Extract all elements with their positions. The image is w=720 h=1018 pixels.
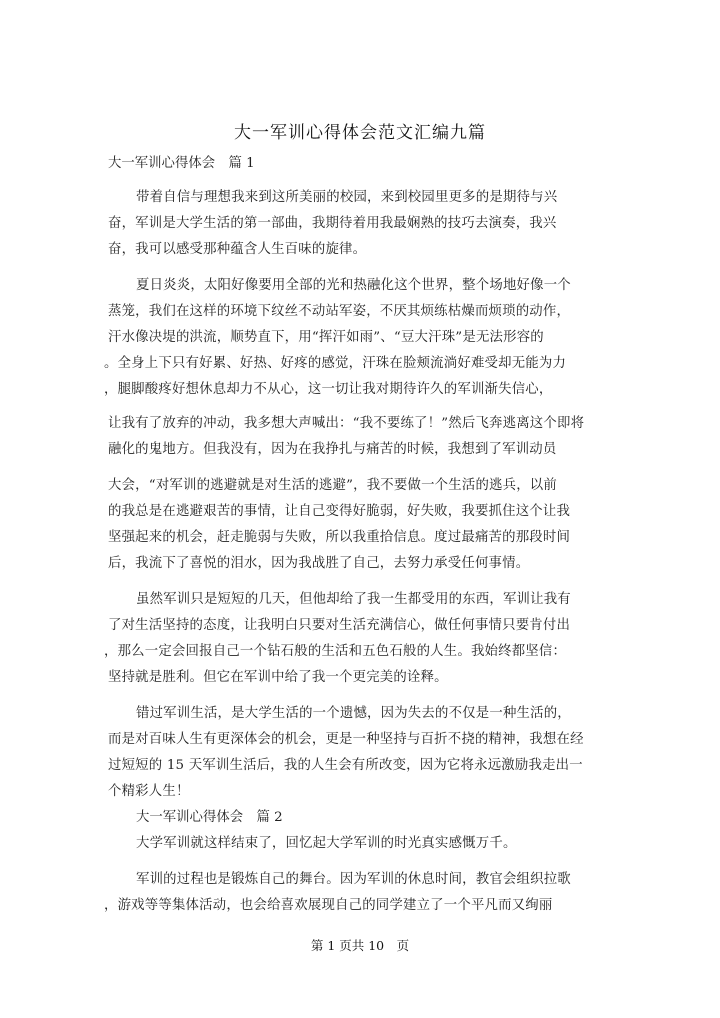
paragraph-line: 让我有了放弃的冲动，我多想大声喊出：“我不要练了！”然后飞奔逃离这个即将 [108, 416, 585, 431]
paragraph-line: 带着自信与理想我来到这所美丽的校园，来到校园里更多的是期待与兴 [136, 190, 558, 205]
paragraph-line: 大会，“对军训的逃避就是对生活的逃避”，我不要做一个生活的逃兵，以前 [108, 478, 557, 493]
paragraph-line: 夏日炎炎，太阳好像要用全部的光和热融化这个世界，整个场地好像一个 [136, 278, 571, 293]
paragraph-line: 过短短的 15 天军训生活后，我的人生会有所改变，因为它将永远激励我走出一 [108, 758, 583, 773]
paragraph-line: 。全身上下只有好累、好热、好疼的感觉，汗珠在脸颊流淌好难受却无能为力 [104, 356, 567, 371]
paragraph-line: 大学军训就这样结束了，回忆起大学军训的时光真实感慨万千。 [136, 836, 517, 851]
paragraph-line: 奋，我可以感受那种蕴含人生百味的旋律。 [108, 242, 367, 257]
paragraph-line: ，那么一定会回报自己一个钻石般的生活和五色石般的人生。我始终都坚信： [104, 644, 567, 659]
paragraph-line: 融化的鬼地方。但我没有，因为在我挣扎与痛苦的时候，我想到了军训动员 [108, 442, 557, 457]
paragraph-line: 军训的过程也是锻炼自己的舞台。因为军训的休息时间，教官会组织拉歌 [136, 872, 571, 887]
section-1-heading: 大一军训心得体会 篇 1 [108, 156, 255, 171]
paragraph-line: 蒸笼，我们在这样的环境下纹丝不动站军姿，不厌其烦练枯燥而烦琐的动作， [108, 304, 571, 319]
paragraph-line: 奋，军训是大学生活的第一部曲，我期待着用我最娴熟的技巧去演奏，我兴 [108, 216, 557, 231]
page-footer: 第 1 页共 10 页 [310, 938, 410, 953]
paragraph-line: 后，我流下了喜悦的泪水，因为我战胜了自己，去努力承受任何事情。 [108, 556, 530, 571]
section-2-heading: 大一军训心得体会 篇 2 [136, 810, 283, 825]
paragraph-line: 的我总是在逃避艰苦的事情，让自己变得好脆弱，好失败，我要抓住这个让我 [108, 504, 571, 519]
paragraph-line: 了对生活坚持的态度，让我明白只要对生活充满信心，做任何事情只要肯付出 [108, 618, 571, 633]
paragraph-line: ，腿脚酸疼好想休息却力不从心，这一切让我对期待许久的军训渐失信心， [104, 382, 553, 397]
paragraph-line: 而是对百味人生有更深体会的机会，更是一种坚持与百折不挠的精神，我想在经 [108, 732, 584, 747]
document-title: 大一军训心得体会范文汇编九篇 [234, 123, 486, 143]
paragraph-line: ，游戏等等集体活动，也会给喜欢展现自己的同学建立了一个平凡而又绚丽 [104, 898, 553, 913]
paragraph-line: 虽然军训只是短短的几天，但他却给了我一生都受用的东西，军训让我有 [136, 592, 571, 607]
paragraph-line: 坚持就是胜利。但它在军训中给了我一个更完美的诠释。 [108, 670, 448, 685]
paragraph-line: 汗水像决堤的洪流，顺势直下，用“挥汗如雨”、“豆大汗珠”是无法形容的 [108, 330, 544, 345]
paragraph-line: 坚强起来的机会，赶走脆弱与失败，所以我重拾信息。度过最痛苦的那段时间 [108, 530, 571, 545]
paragraph-line: 错过军训生活，是大学生活的一个遗憾，因为失去的不仅是一种生活的， [136, 706, 571, 721]
paragraph-line: 个精彩人生！ [108, 784, 190, 799]
